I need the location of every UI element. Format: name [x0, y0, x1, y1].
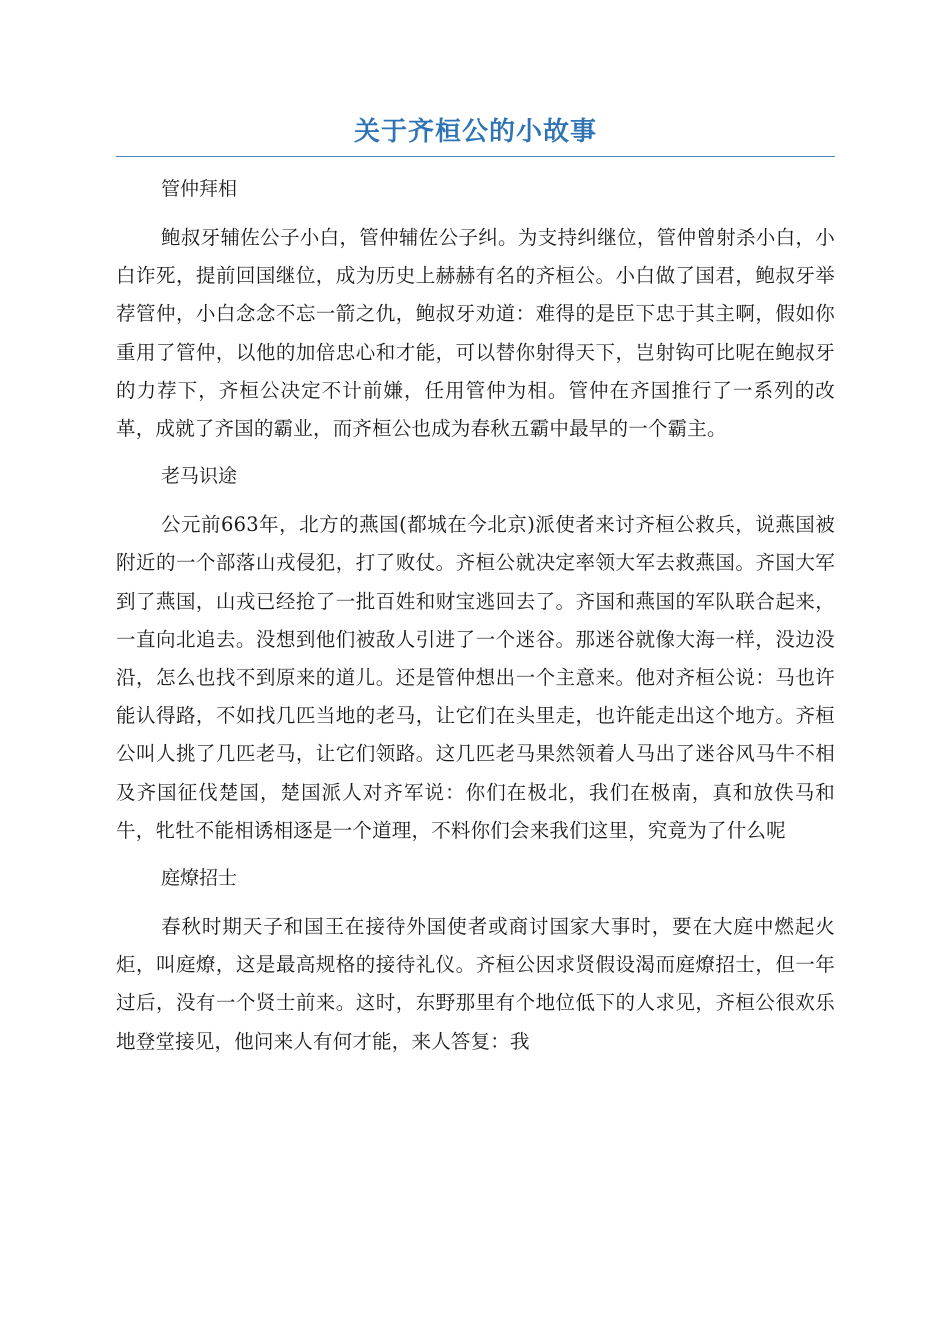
title-underline: [116, 156, 835, 157]
section-body: 公元前663年，北方的燕国(都城在今北京)派使者来讨齐桓公救兵，说燕国被附近的一个部落山戎侵犯，打了败仗。齐桓公就决定率领大军去救燕国。齐国大军到了燕国，山戎已经抢了一批百姓和财宝逃回去了。齐国和燕国的军队联合起来，一直向北追去。没想到他们被敌人引进了一个迷谷。那迷谷就像大海一样，没边没沿，怎么也找不到原来的道儿。还是管仲想出一个主意来。他对齐桓公说：马也许能认得路，不如找几匹当地的老马，让它们在头里走，也许能走出这个地方。齐桓公叫人挑了几匹老马，让它们领路。这几匹老马果然领着人马出了迷谷风马牛不相及齐国征伐楚国，楚国派人对齐军说：你们在极北，我们在极南，真和放佚马和牛，牝牡不能相诱相逐是一个道理，不料你们会来我们这里，究竟为了什么呢: [116, 513, 835, 842]
section-heading: 老马识途: [161, 465, 238, 488]
section-tingliao-zhaoshi: [116, 860, 835, 1061]
document-page: [116, 112, 835, 1069]
document-title: 关于齐桓公的小故事: [353, 117, 597, 147]
section-body: 鲍叔牙辅佐公子小白，管仲辅佐公子纠。为支持纠继位，管仲曾射杀小白，小白诈死，提前回国继位，成为历史上赫赫有名的齐桓公。小白做了国君，鲍叔牙举荐管仲，小白念念不忘一箭之仇，鲍叔牙劝道：难得的是臣下忠于其主啊，假如你重用了管仲，以他的加倍忠心和才能，可以替你射得天下，岂射钩可比呢在鲍叔牙的力荐下，齐桓公决定不计前嫌，任用管仲为相。管仲在齐国推行了一系列的改革，成就了齐国的霸业，而齐桓公也成为春秋五霸中最早的一个霸主。: [116, 226, 835, 441]
section-heading: 庭燎招士: [161, 867, 238, 890]
section-heading: 管仲拜相: [161, 178, 238, 200]
section-laoma-shitu: [116, 458, 835, 850]
section-guanzhong-baixiang: [116, 171, 835, 448]
section-body: 春秋时期天子和国王在接待外国使者或商讨国家大事时，要在大庭中燃起火炬，叫庭燎，这是最高规格的接待礼仪。齐桓公因求贤假设渴而庭燎招士，但一年过后，没有一个贤士前来。这时，东野那里有个地位低下的人求见，齐桓公很欢乐地登堂接见，他问来人有何才能，来人答复：我: [116, 915, 835, 1053]
